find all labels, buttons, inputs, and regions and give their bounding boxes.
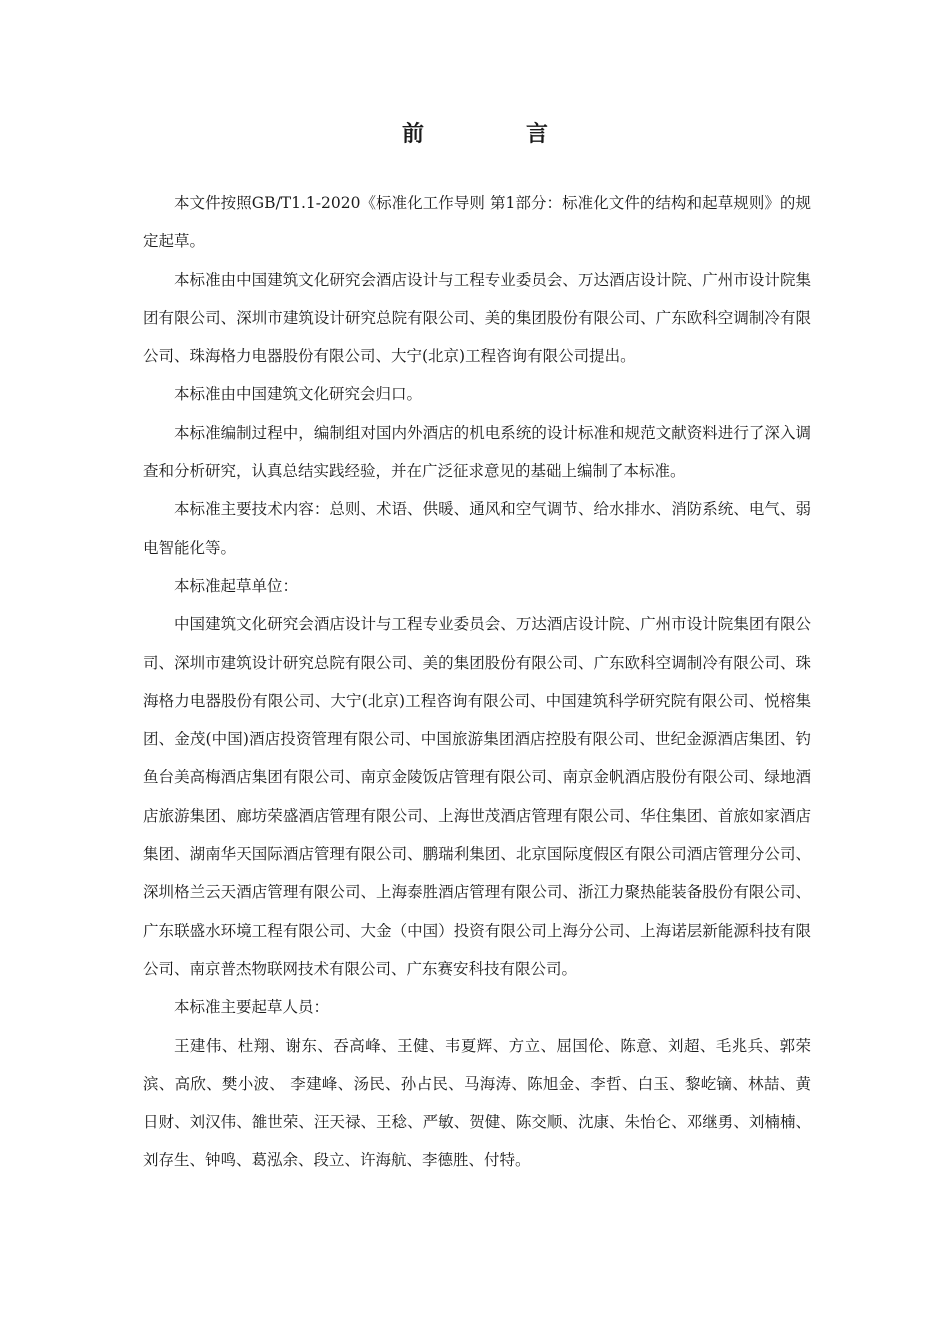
paragraph-drafters-heading: 本标准主要起草人员：: [174, 998, 330, 1017]
page-title: 前 言: [401, 121, 588, 147]
paragraph-administrator: 本标准由中国建筑文化研究会归口。: [174, 385, 423, 404]
paragraph-drafting-rules: 本文件按照GB/T1.1-2020《标准化工作导则 第1部分：标准化文件的结构和起草规则》的规定起草。: [143, 194, 811, 251]
paragraph-technical-contents: 本标准主要技术内容：总则、术语、供暖、通风和空气调节、给水排水、消防系统、电气、弱电智能化等。: [143, 500, 811, 557]
paragraph-drafting-units-heading: 本标准起草单位：: [174, 576, 299, 595]
paragraph-proposers: 本标准由中国建筑文化研究会酒店设计与工程专业委员会、万达酒店设计院、广州市设计院集团有限公司、深圳市建筑设计研究总院有限公司、美的集团股份有限公司、广东欧科空调制冷有限公司、珠海格力电器股份有限公司、大宁(北京)工程咨询有限公司提出。: [143, 270, 811, 366]
paragraph-drafters-list: 王建伟、杜翔、谢东、吞高峰、王健、韦夏辉、方立、屈国伦、陈意、刘超、毛兆兵、郭荣滨、高欣、樊小波、 李建峰、汤民、孙占民、马海涛、陈旭金、李哲、白玉、黎屹镝、林喆、黄日财、刘汉伟、雒世荣、汪天禄、王稔、严敏、贺健、陈交顺、沈康、朱怡仑、邓继勇、刘楠楠、刘存生、钟鸣、葛泓余、段立、许海航、李德胜、付特。: [143, 1036, 811, 1170]
document-body: [143, 184, 811, 1180]
paragraph-compilation-process: 本标准编制过程中，编制组对国内外酒店的机电系统的设计标准和规范文献资料进行了深入调查和分析研究，认真总结实践经验，并在广泛征求意见的基础上编制了本标准。: [143, 423, 811, 481]
paragraph-drafting-units-list: 中国建筑文化研究会酒店设计与工程专业委员会、万达酒店设计院、广州市设计院集团有限公司、深圳市建筑设计研究总院有限公司、美的集团股份有限公司、广东欧科空调制冷有限公司、珠海格力电器股份有限公司、大宁(北京)工程咨询有限公司、中国建筑科学研究院有限公司、悦榕集团、金茂(中国)酒店投资管理有限公司、中国旅游集团酒店控股有限公司、世纪金源酒店集团、钓鱼台美高梅酒店集团有限公司、南京金陵饭店管理有限公司、南京金帆酒店股份有限公司、绿地酒店旅游集团、廊坊荣盛酒店管理有限公司、上海世茂酒店管理有限公司、华住集团、首旅如家酒店集团、湖南华天国际酒店管理有限公司、鹏瑞利集团、北京国际度假区有限公司酒店管理分公司、深圳格兰云天酒店管理有限公司、上海泰胜酒店管理有限公司、浙江力聚热能装备股份有限公司、广东联盛水环境工程有限公司、大金（中国）投资有限公司上海分公司、上海诺层新能源科技有限公司、南京普杰物联网技术有限公司、广东赛安科技有限公司。: [143, 615, 811, 978]
